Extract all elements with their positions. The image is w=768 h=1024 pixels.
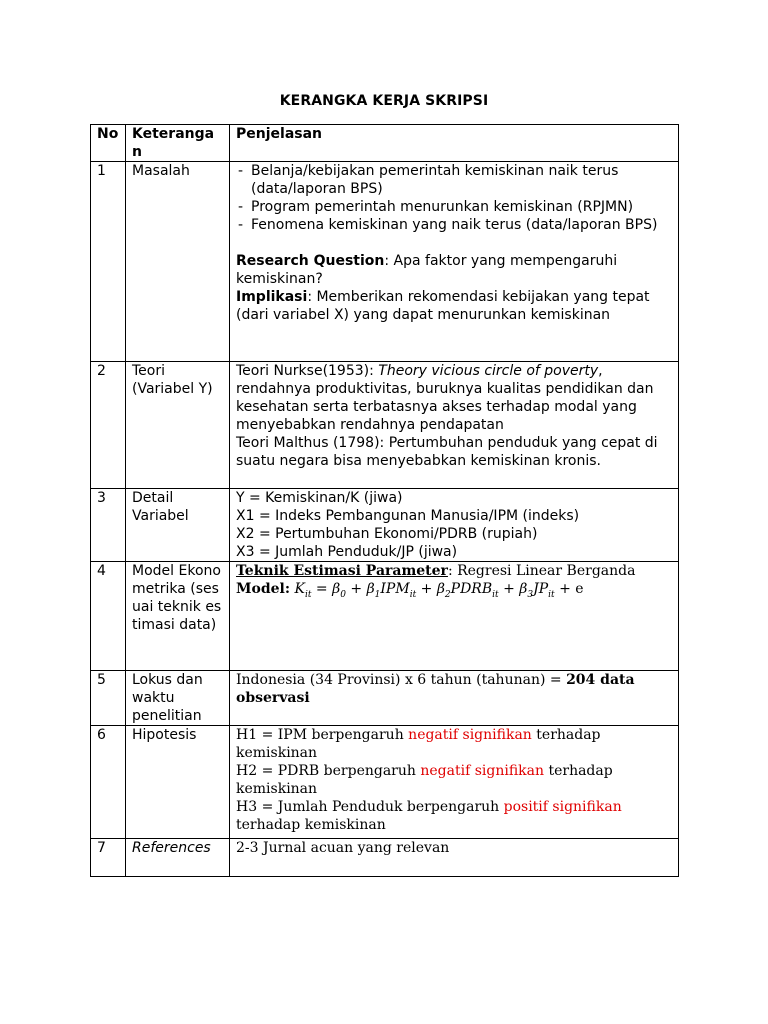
estimation-technique-text: : Regresi Linear Berganda xyxy=(447,563,636,579)
row-label: Model Ekonometrika (sesuai teknik estimasi data) xyxy=(126,562,230,671)
row-number: 4 xyxy=(91,562,126,671)
research-question-text: : Apa faktor yang mempengaruhi kemiskinan? xyxy=(236,253,618,287)
table-row xyxy=(91,562,679,671)
row-content xyxy=(230,489,679,562)
hypothesis-3 xyxy=(236,798,672,834)
theory-malthus: Teori Malthus (1798): Pertumbuhan penduduk yang cepat di suatu negara bisa menyebabkan kemiskinan kronis. xyxy=(236,435,658,469)
regression-equation: $K_{it} = \beta_0 + \beta_1IPM_{it}$ + $\beta_2PDRB_{it} + \beta_3JP_{it} + e$ xyxy=(294,581,584,600)
framework-table xyxy=(90,124,679,877)
row-content xyxy=(230,362,679,489)
row-content xyxy=(230,562,679,671)
hypothesis-text: terhadap kemiskinan xyxy=(236,817,386,833)
variable-x2: X2 = Pertumbuhan Ekonomi/PDRB (rupiah) xyxy=(236,526,538,542)
list-item: - Belanja/kebijakan pemerintah kemiskinan naik terus (data/laporan BPS) xyxy=(236,162,672,198)
hypothesis-text: H1 = IPM berpengaruh xyxy=(236,727,409,743)
variable-x3: X3 = Jumlah Penduduk/JP (jiwa) xyxy=(236,544,458,560)
research-question-label: Research Question xyxy=(236,253,385,269)
implication-text: : Memberikan rekomendasi kebijakan yang tepat (dari variabel X) yang dapat menurunkan kemiskinan xyxy=(236,289,650,323)
header-row xyxy=(91,125,679,162)
row-number: 1 xyxy=(91,162,126,362)
row-number: 6 xyxy=(91,726,126,839)
row-content xyxy=(230,671,679,726)
row-label: Detail Variabel xyxy=(126,489,230,562)
implication-label: Implikasi xyxy=(236,289,308,305)
hypothesis-highlight: negatif signifikan xyxy=(408,727,532,743)
row-number: 3 xyxy=(91,489,126,562)
header-penjelasan: Penjelasan xyxy=(230,125,679,162)
header-no: No xyxy=(91,125,126,162)
row-number: 2 xyxy=(91,362,126,489)
hypothesis-text: H3 = Jumlah Penduduk berpengaruh xyxy=(236,799,504,815)
model-equation xyxy=(236,580,672,604)
page-title: KERANGKA KERJA SKRIPSI xyxy=(279,93,489,109)
row-content xyxy=(230,726,679,839)
hypothesis-highlight: negatif signifikan xyxy=(420,763,545,779)
table-row xyxy=(91,489,679,562)
row-content: 2-3 Jurnal acuan yang relevan xyxy=(230,839,679,877)
header-keterangan: Keterangan xyxy=(126,125,230,162)
table-row xyxy=(91,671,679,726)
locus-text: Indonesia (34 Provinsi) x 6 tahun (tahunan) = xyxy=(236,672,567,688)
theory-nurkse-text: , rendahnya produktivitas, buruknya kualitas pendidikan dan kesehatan serta terbatasnya akses terhadap modal yang menyebabkan rendahnya pendapatan xyxy=(236,363,654,433)
hypothesis-text: terhadap kemiskinan xyxy=(236,763,613,797)
hypothesis-text: terhadap kemiskinan xyxy=(236,727,601,761)
hypothesis-1 xyxy=(236,726,672,762)
problem-list xyxy=(236,162,672,234)
list-item: - Program pemerintah menurunkan kemiskinan (RPJMN) xyxy=(236,198,672,216)
theory-nurkse-prefix: Teori Nurkse(1953): xyxy=(236,363,379,379)
table-row xyxy=(91,162,679,362)
row-label: Teori (Variabel Y) xyxy=(126,362,230,489)
table-row xyxy=(91,362,679,489)
row-label: Masalah xyxy=(126,162,230,362)
row-content xyxy=(230,162,679,362)
research-question xyxy=(236,252,672,288)
row-label: References xyxy=(126,839,230,877)
variable-y: Y = Kemiskinan/K (jiwa) xyxy=(236,490,403,506)
observation-count: 204 data observasi xyxy=(236,672,635,706)
row-label: Hipotesis xyxy=(126,726,230,839)
theory-nurkse xyxy=(236,362,672,434)
hypothesis-highlight: positif signifikan xyxy=(503,799,622,815)
model-label: Model: xyxy=(236,581,291,597)
row-label: Lokus dan waktu penelitian xyxy=(126,671,230,726)
hypothesis-2 xyxy=(236,762,672,798)
theory-nurkse-title: Theory vicious circle of poverty xyxy=(378,363,599,379)
implication xyxy=(236,288,672,324)
hypothesis-text: H2 = PDRB berpengaruh xyxy=(236,763,421,779)
table-row xyxy=(91,839,679,877)
list-item: - Fenomena kemiskinan yang naik terus (data/laporan BPS) xyxy=(236,216,672,234)
table-row xyxy=(91,726,679,839)
row-number: 5 xyxy=(91,671,126,726)
variable-x1: X1 = Indeks Pembangunan Manusia/IPM (indeks) xyxy=(236,508,580,524)
estimation-technique-label: Teknik Estimasi Parameter xyxy=(236,563,448,579)
row-number: 7 xyxy=(91,839,126,877)
estimation-technique xyxy=(236,562,672,580)
